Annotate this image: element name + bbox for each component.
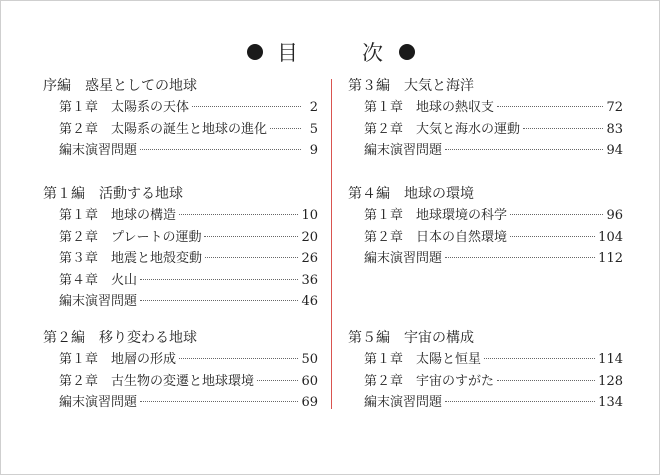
toc-entry[interactable] <box>43 119 318 141</box>
toc-entry[interactable] <box>348 227 623 249</box>
dot-leader <box>497 380 595 381</box>
entry-page-number: 69 <box>301 395 318 410</box>
entry-page-number: 83 <box>606 121 623 137</box>
dot-leader <box>510 236 595 237</box>
entry-page-number: 9 <box>309 143 318 158</box>
entry-label: 第１章 太陽と恒星 <box>364 352 482 367</box>
toc-part <box>348 327 623 414</box>
column-divider <box>331 79 332 409</box>
entry-label: 第２章 古生物の変遷と地球環境 <box>59 373 255 389</box>
toc-part <box>43 327 318 414</box>
entry-label: 第２章 宇宙のすがた <box>364 373 495 389</box>
toc-entry[interactable] <box>348 97 623 119</box>
dot-leader <box>497 106 603 107</box>
entry-label: 第１章 地球環境の科学 <box>364 208 508 223</box>
toc-entry[interactable] <box>43 248 318 270</box>
entry-label: 第１章 地球の熱収支 <box>364 100 495 115</box>
dot-leader <box>445 401 595 402</box>
toc-part <box>43 183 318 313</box>
toc-entry[interactable] <box>43 371 318 393</box>
entry-page-number: 72 <box>606 100 623 115</box>
dot-leader <box>445 149 603 150</box>
dot-leader <box>179 214 298 215</box>
toc-entry[interactable] <box>43 205 318 227</box>
dot-leader <box>257 380 298 381</box>
entry-page-number: 128 <box>598 373 623 389</box>
part-heading: 第２編 移り変わる地球 <box>43 330 197 346</box>
toc-entry[interactable] <box>348 119 623 141</box>
entry-page-number: 5 <box>309 121 318 137</box>
toc-entry[interactable] <box>43 291 318 313</box>
bullet-dot-icon <box>247 44 263 60</box>
entry-label: 編末演習問題 <box>364 143 443 158</box>
entry-page-number: 112 <box>598 251 623 266</box>
part-heading: 序編 惑星としての地球 <box>43 78 197 94</box>
toc-entry[interactable] <box>348 371 623 393</box>
title-left-char: 目 <box>277 41 300 65</box>
entry-page-number: 50 <box>301 352 318 367</box>
entry-label: 第２章 太陽系の誕生と地球の進化 <box>59 121 268 137</box>
dot-leader <box>140 149 301 150</box>
entry-page-number: 36 <box>301 272 318 288</box>
entry-label: 第３章 地震と地殻変動 <box>59 251 203 266</box>
dot-leader <box>205 257 298 258</box>
bullet-dot-icon <box>399 44 415 60</box>
entry-page-number: 94 <box>606 143 623 158</box>
toc-entry[interactable] <box>348 248 623 270</box>
toc-entry[interactable] <box>348 205 623 227</box>
title-text <box>277 37 385 67</box>
dot-leader <box>140 300 298 301</box>
entry-label: 第２章 プレートの運動 <box>59 229 202 245</box>
dot-leader <box>445 257 595 258</box>
dot-leader <box>204 236 298 237</box>
toc-entry[interactable] <box>348 349 623 371</box>
dot-leader <box>510 214 603 215</box>
dot-leader <box>484 358 595 359</box>
part-heading: 第１編 活動する地球 <box>43 186 183 202</box>
part-heading: 第３編 大気と海洋 <box>348 78 474 94</box>
entry-page-number: 104 <box>598 229 623 245</box>
title-right-char: 次 <box>362 41 385 65</box>
entry-label: 第２章 日本の自然環境 <box>364 229 508 245</box>
dot-leader <box>179 358 298 359</box>
toc-part <box>348 183 623 270</box>
entry-page-number: 10 <box>301 208 318 223</box>
entry-page-number: 60 <box>301 373 318 389</box>
entry-page-number: 20 <box>301 229 318 245</box>
entry-page-number: 96 <box>606 208 623 223</box>
entry-page-number: 134 <box>598 395 623 410</box>
toc-entry[interactable] <box>43 227 318 249</box>
toc-entry[interactable] <box>348 140 623 162</box>
toc-entry[interactable] <box>43 349 318 371</box>
entry-label: 編末演習問題 <box>59 143 138 158</box>
toc-entry[interactable] <box>348 392 623 414</box>
dot-leader <box>192 106 301 107</box>
toc-entry[interactable] <box>43 270 318 292</box>
toc-entry[interactable] <box>43 140 318 162</box>
entry-page-number: 26 <box>301 251 318 266</box>
dot-leader <box>140 401 298 402</box>
part-heading: 第４編 地球の環境 <box>348 186 474 202</box>
toc-entry[interactable] <box>43 392 318 414</box>
entry-page-number: 46 <box>301 294 318 309</box>
entry-label: 編末演習問題 <box>59 294 138 309</box>
dot-leader <box>140 279 298 280</box>
toc-part <box>348 75 623 162</box>
entry-label: 第４章 火山 <box>59 272 138 288</box>
entry-label: 第１章 地球の構造 <box>59 208 177 223</box>
entry-label: 編末演習問題 <box>59 395 138 410</box>
dot-leader <box>270 128 301 129</box>
part-heading: 第５編 宇宙の構成 <box>348 330 474 346</box>
toc-entry[interactable] <box>43 97 318 119</box>
entry-label: 第２章 大気と海水の運動 <box>364 121 521 137</box>
dot-leader <box>523 128 603 129</box>
toc-part <box>43 75 318 162</box>
toc-title <box>1 37 660 67</box>
entry-label: 第１章 地層の形成 <box>59 352 177 367</box>
entry-page-number: 114 <box>598 352 623 367</box>
entry-label: 編末演習問題 <box>364 395 443 410</box>
entry-page-number: 2 <box>309 100 318 115</box>
entry-label: 第１章 太陽系の天体 <box>59 100 190 115</box>
entry-label: 編末演習問題 <box>364 251 443 266</box>
